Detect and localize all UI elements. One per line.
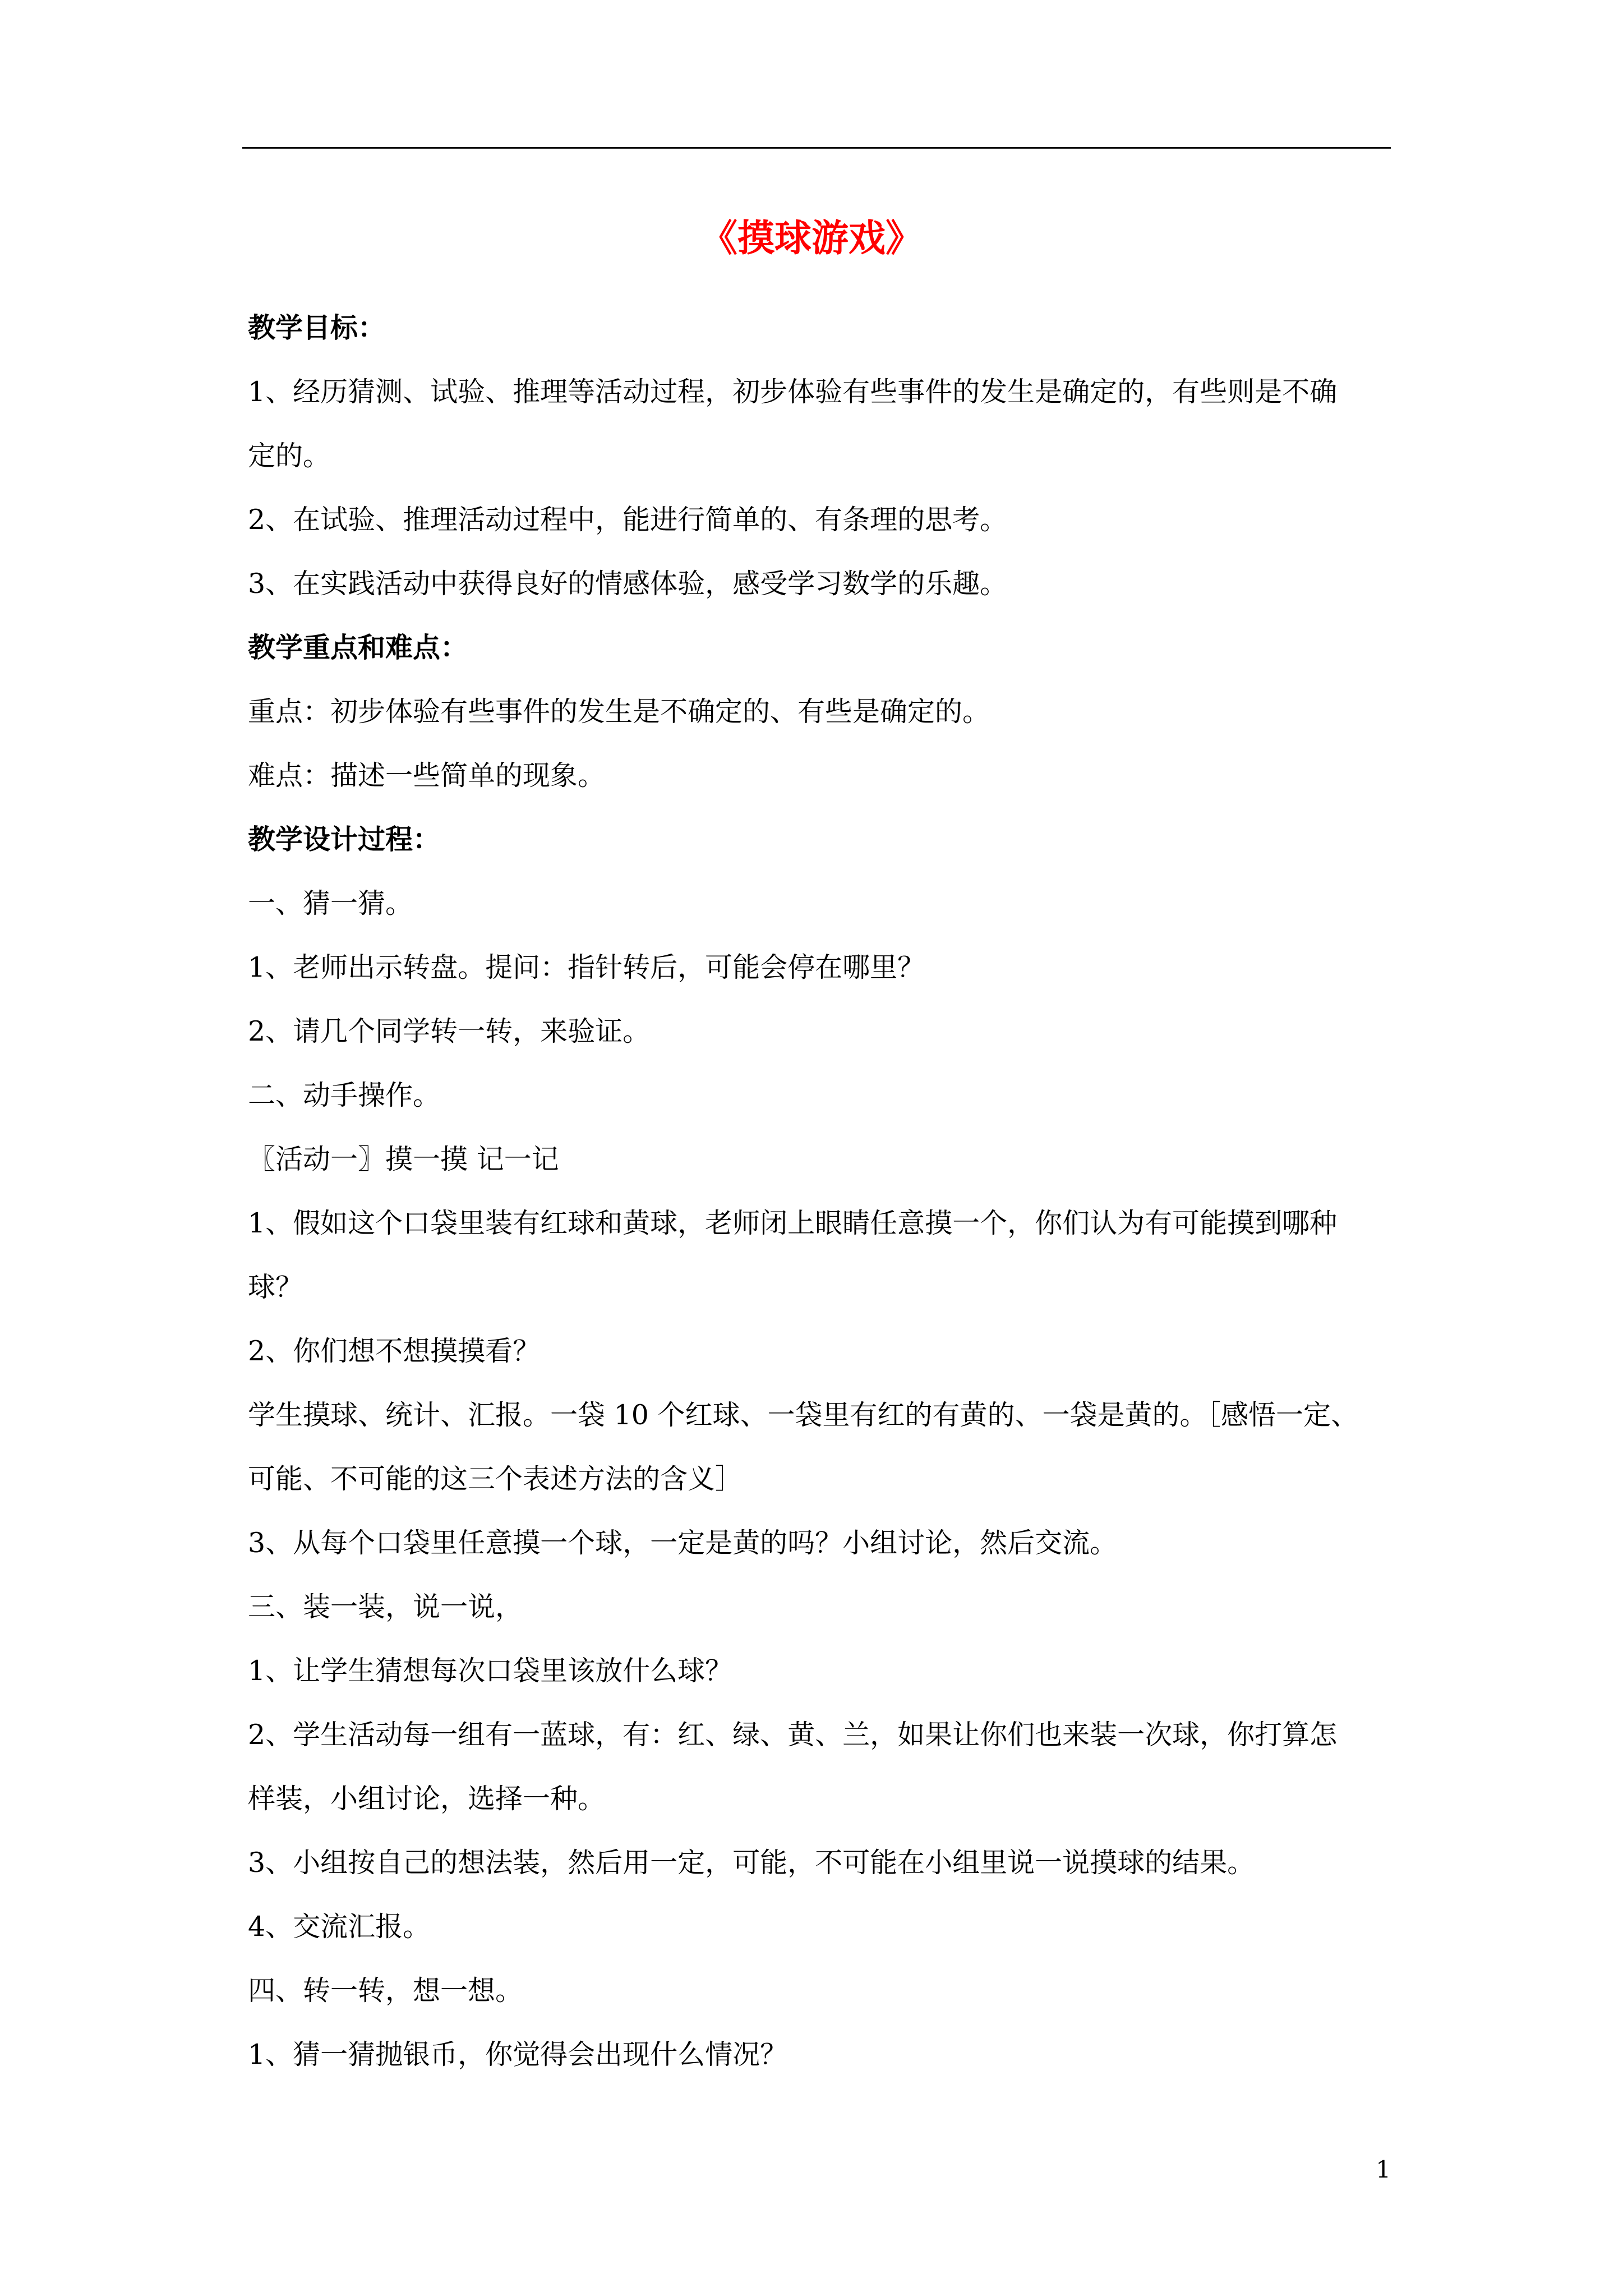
section-1-item-2: 2、请几个同学转一转，来验证。 [248, 1015, 651, 1047]
document-title: 《摸球游戏》 [700, 217, 923, 260]
section-1-item-1: 1、老师出示转盘。提问：指针转后，可能会停在哪里？ [248, 951, 925, 983]
goal-2: 2、在试验、推理活动过程中，能进行简单的、有条理的思考。 [248, 504, 1008, 536]
section-2-item-1-line-2: 球？ [248, 1271, 303, 1303]
activity-1-heading: 〖活动一〗摸一摸 记一记 [248, 1143, 559, 1175]
section-1-heading: 一、猜一猜。 [248, 887, 413, 919]
section-3-item-4: 4、交流汇报。 [248, 1911, 431, 1943]
heading-teaching-goals: 教学目标： [248, 312, 386, 344]
section-2-item-1-line-1: 1、假如这个口袋里装有红球和黄球，老师闭上眼睛任意摸一个，你们认为有可能摸到哪种 [248, 1207, 1338, 1239]
heading-key-points: 教学重点和难点： [248, 632, 468, 664]
key-point: 重点：初步体验有些事件的发生是不确定的、有些是确定的。 [248, 696, 990, 728]
student-activity-line-2: 可能、不可能的这三个表述方法的含义］ [248, 1463, 743, 1495]
section-3-heading: 三、装一装，说一说， [248, 1591, 523, 1623]
goal-1-line-2: 定的。 [248, 440, 331, 472]
section-3-item-2-line-2: 样装，小组讨论，选择一种。 [248, 1783, 606, 1815]
section-2-item-2: 2、你们想不想摸摸看？ [248, 1335, 541, 1367]
page-number: 1 [1376, 2156, 1391, 2183]
goal-3: 3、在实践活动中获得良好的情感体验，感受学习数学的乐趣。 [248, 568, 1008, 600]
document-body [248, 296, 1392, 2087]
difficult-point: 难点：描述一些简单的现象。 [248, 760, 606, 792]
student-activity-line-1: 学生摸球、统计、汇报。一袋 10 个红球、一袋里有红的有黄的、一袋是黄的。［感悟一定、 [248, 1399, 1359, 1431]
section-3-item-2-line-1: 2、学生活动每一组有一蓝球，有：红、绿、黄、兰，如果让你们也来装一次球，你打算怎 [248, 1719, 1338, 1751]
goal-1-line-1: 1、经历猜测、试验、推理等活动过程，初步体验有些事件的发生是确定的，有些则是不确 [248, 376, 1338, 408]
header-rule [242, 147, 1391, 149]
heading-design-process: 教学设计过程： [248, 823, 441, 855]
section-2-item-3: 3、从每个口袋里任意摸一个球，一定是黄的吗？小组讨论，然后交流。 [248, 1527, 1118, 1559]
section-3-item-1: 1、让学生猜想每次口袋里该放什么球？ [248, 1655, 733, 1687]
section-4-heading: 四、转一转，想一想。 [248, 1975, 523, 2007]
section-3-item-3: 3、小组按自己的想法装，然后用一定，可能，不可能在小组里说一说摸球的结果。 [248, 1847, 1255, 1879]
section-2-heading: 二、动手操作。 [248, 1079, 441, 1111]
section-4-item-1: 1、猜一猜抛银币，你觉得会出现什么情况？ [248, 2039, 788, 2070]
